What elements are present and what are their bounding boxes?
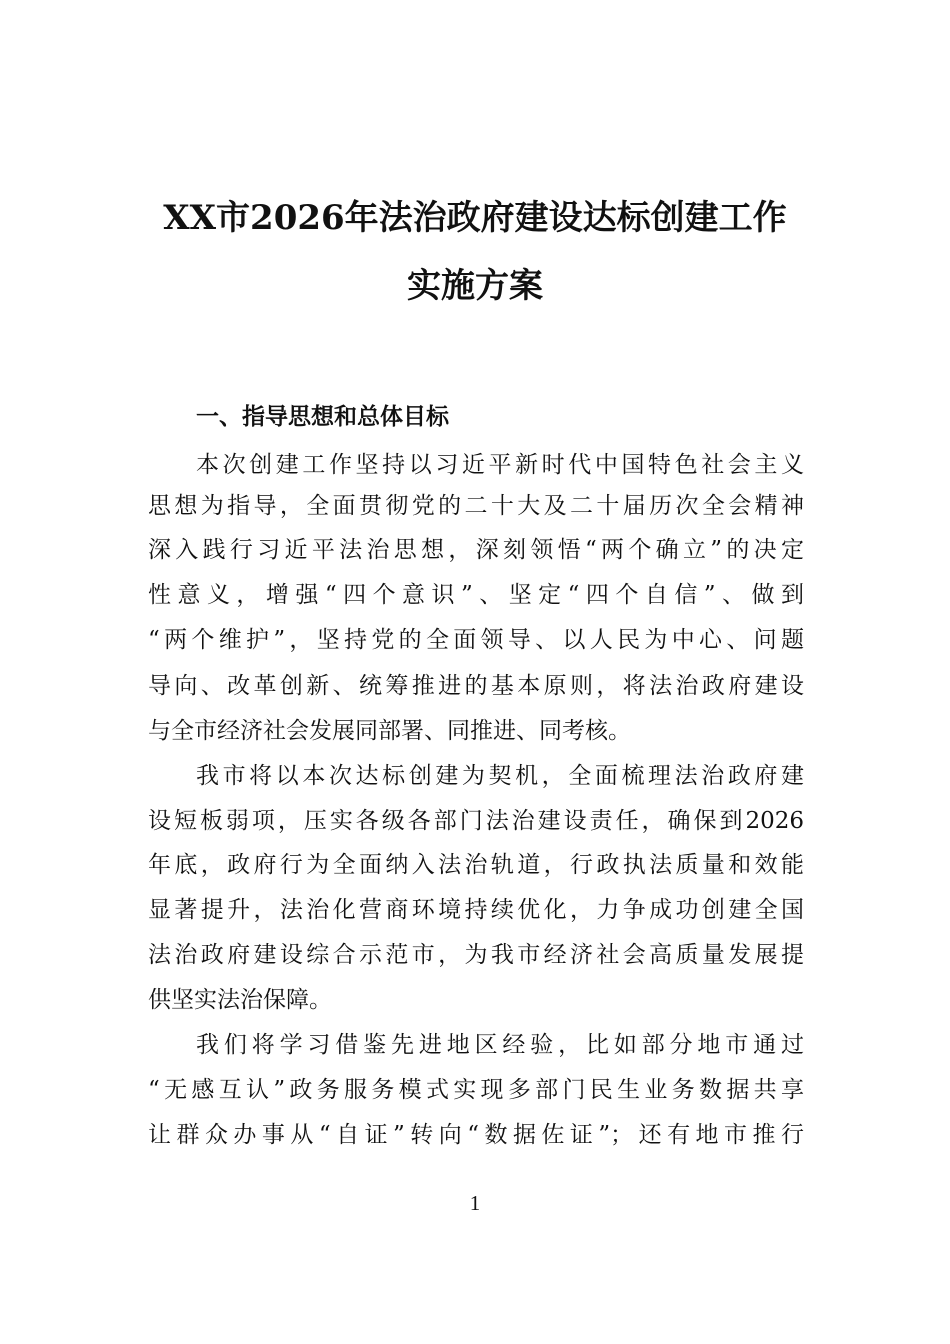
document-title-line-2: 实施方案: [407, 266, 543, 306]
paragraph-line: 供坚实法治保障。: [148, 987, 332, 1013]
paragraph-line: 年底，政府行为全面纳入法治轨道，行政执法质量和效能: [148, 852, 804, 878]
paragraph-line: 设短板弱项，压实各级各部门法治建设责任，确保到2026: [148, 808, 804, 834]
paragraph-line: 让群众办事从“自证”转向“数据佐证”；还有地市推行: [148, 1122, 804, 1148]
paragraph-line: 法治政府建设综合示范市，为我市经济社会高质量发展提: [148, 942, 804, 968]
paragraph-line: 我市将以本次达标创建为契机，全面梳理法治政府建: [196, 763, 804, 789]
page-number: 1: [469, 1191, 481, 1215]
paragraph-line: 思想为指导，全面贯彻党的二十大及二十届历次全会精神: [148, 493, 804, 519]
paragraph-line: 我们将学习借鉴先进地区经验，比如部分地市通过: [196, 1032, 804, 1058]
section-heading: 一、指导思想和总体目标: [196, 404, 449, 430]
paragraph-line: 导向、改革创新、统筹推进的基本原则，将法治政府建设: [148, 673, 804, 699]
paragraph-line: “无感互认”政务服务模式实现多部门民生业务数据共享: [148, 1077, 804, 1103]
paragraph-line: 性意义，增强“四个意识”、坚定“四个自信”、做到: [148, 582, 804, 608]
paragraph-line: 显著提升，法治化营商环境持续优化，力争成功创建全国: [148, 897, 804, 923]
paragraph-line: 与全市经济社会发展同部署、同推进、同考核。: [148, 718, 631, 744]
document-title-line-1: XX市2026年法治政府建设达标创建工作: [163, 198, 787, 238]
paragraph-line: “两个维护”，坚持党的全面领导、以人民为中心、问题: [148, 627, 804, 653]
paragraph-line: 本次创建工作坚持以习近平新时代中国特色社会主义: [196, 452, 804, 478]
paragraph-line: 深入践行习近平法治思想，深刻领悟“两个确立”的决定: [148, 537, 804, 563]
